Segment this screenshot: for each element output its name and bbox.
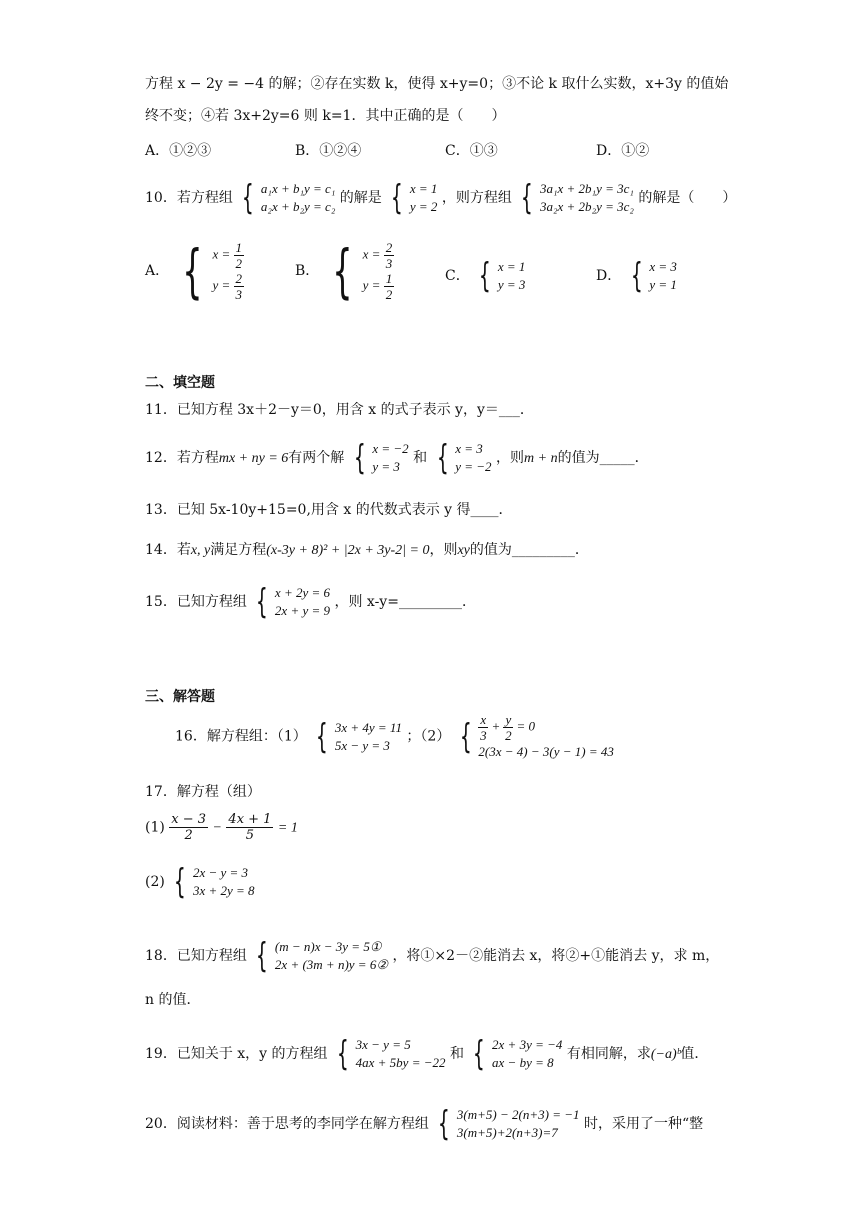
frac-num: x − 3 <box>171 812 207 827</box>
frac-num: y <box>505 712 512 727</box>
q9-option-b: B．①②④ <box>295 143 362 159</box>
q12-stem <box>145 440 649 476</box>
q10-option-c <box>445 258 525 294</box>
q16-prefix: 16．解方程组：（1） <box>175 728 307 745</box>
q16-system-2: { $\frac{x}{3}$ + $\frac{y}{2}$ = 0 2(3x − 4) − 3(y − 1) = 43 <box>459 712 614 759</box>
frac-num: 4x + 1 <box>228 812 272 827</box>
frac-num: 1 <box>235 240 243 255</box>
q14-expression: xy <box>457 543 470 558</box>
q10-stem <box>145 180 736 216</box>
q15-suffix: ，则 x-y=_________． <box>334 594 476 610</box>
q10-option-d-label: D． <box>596 268 622 284</box>
q16-system-1: { 3x + 4y = 11 5x − y = 3 <box>316 716 402 757</box>
q10-sys3-row1: 3a₁x + 2b₁y = 3c₁ <box>539 181 634 196</box>
q10-option-a-system: { x = $\frac{1}{2}$ y = $\frac{2}{3}$ <box>181 237 243 305</box>
q11-stem: 11．已知方程 3x＋2－y＝0，用含 x 的式子表示 y，y＝___． <box>145 402 534 418</box>
q14-mid: 满足方程 <box>210 542 267 558</box>
q10-option-b-row2: y = $\frac{1}{2}$ <box>362 271 393 302</box>
q19-suffix2: 值． <box>680 1046 709 1062</box>
frac-num: 2 <box>385 240 393 255</box>
q19-sys2-row2: ax − by = 8 <box>492 1055 554 1070</box>
q17-sys-row1: 2x − y = 3 <box>192 865 249 880</box>
q10-option-d <box>596 258 677 294</box>
q10-system-3: { 3a₁x + 2b₁y = 3c₁ 3a₂x + 2b₂y = 3c₂ <box>521 178 634 218</box>
q16-stem <box>175 712 614 761</box>
q20-stem <box>145 1106 703 1142</box>
frac-den: 2 <box>385 287 393 302</box>
frac-num: 2 <box>235 271 243 286</box>
q15-stem <box>145 584 476 620</box>
q17-system: { 2x − y = 3 3x + 2y = 8 <box>174 862 255 902</box>
q9-option-c: C．①③ <box>445 143 498 159</box>
q12-sys2-row2: y = −2 <box>455 459 492 474</box>
q10-mid1: 的解是 <box>339 190 382 206</box>
q10-option-c-row2: y = 3 <box>497 277 526 292</box>
q19-sys1-row1: 3x − y = 5 <box>355 1037 411 1052</box>
frac-den: 5 <box>245 828 255 843</box>
q20-suffix: 时，采用了一种“整 <box>583 1116 704 1132</box>
q10-sys1-row1: a₁x + b₁y = c₁ <box>260 181 336 196</box>
q10-suffix: 的解是（ ） <box>638 190 737 206</box>
q10-option-b <box>295 237 394 305</box>
q12-system-1: { x = −2 y = 3 <box>353 438 409 478</box>
q20-system: { 3(m+5) − 2(n+3) = −1 3(m+5)+2(n+3)=7 <box>438 1104 580 1144</box>
frac-num: 1 <box>385 271 393 286</box>
frac-den: 3 <box>480 728 487 743</box>
q10-sys1-row2: a₂x + b₂y = c₂ <box>260 199 336 214</box>
q17-part1 <box>145 812 298 843</box>
q14-mid2: ，则 <box>429 542 458 558</box>
q12-system-2: { x = 3 y = −2 <box>436 438 492 478</box>
q10-option-b-row1: x = $\frac{2}{3}$ <box>362 240 393 271</box>
q9-line1: 方程 x − 2y = −4 的解；②存在实数 k，使得 x+y=0；③不论 k 取什么实数，x+3y 的值始 <box>145 76 729 92</box>
q15-sys-row2: 2x + y = 9 <box>274 603 331 618</box>
q18-system: { (m − n)x − 3y = 5① 2x + (3m + n)y = 6② <box>256 936 388 976</box>
equals-zero: = 0 <box>516 718 536 734</box>
q19-mid: 和 <box>449 1046 464 1062</box>
q10-sys3-row2: 3a₂x + 2b₂y = 3c₂ <box>539 199 634 214</box>
q16-sys1-row1: 3x + 4y = 11 <box>334 719 402 735</box>
q15-system: { x + 2y = 6 2x + y = 9 <box>256 582 331 622</box>
q14-suffix: 的值为_________． <box>469 542 589 558</box>
equals-one: = 1 <box>277 820 298 836</box>
q10-sys2-row1: x = 1 <box>409 181 438 196</box>
frac-den: 2 <box>235 256 243 271</box>
q12-sys1-row1: x = −2 <box>372 441 409 456</box>
q19-prefix: 19．已知关于 x，y 的方程组 <box>145 1046 328 1062</box>
q17-part2 <box>145 864 255 900</box>
q19-sys2-row1: 2x + 3y = −4 <box>492 1037 563 1052</box>
q10-option-d-system: { x = 3 y = 1 <box>630 256 677 296</box>
q12-sys2-row1: x = 3 <box>455 441 483 456</box>
q12-equation: mx + ny = 6 <box>218 451 289 466</box>
minus-sign: − <box>212 820 222 836</box>
q10-option-a <box>145 237 244 305</box>
section-heading-fill-in: 二、填空题 <box>145 375 215 391</box>
q12-mid3: ，则 <box>496 450 525 466</box>
q18-sys-row2: 2x + (3m + n)y = 6② <box>274 957 388 972</box>
q10-option-d-row2: y = 1 <box>649 277 677 292</box>
frac-den: 2 <box>184 828 193 843</box>
q17-title: 17．解方程（组） <box>145 784 261 800</box>
q10-option-b-system: { x = $\frac{2}{3}$ y = $\frac{1}{2}$ <box>332 237 393 305</box>
q20-sys-row2: 3(m+5)+2(n+3)=7 <box>456 1125 558 1140</box>
q19-stem <box>145 1036 708 1072</box>
q12-suffix: 的值为_____． <box>557 450 649 466</box>
q10-option-d-row1: x = 3 <box>649 259 677 274</box>
q18-suffix: ，将①×2－②能消去 x，将②+①能消去 y，求 m， <box>392 948 720 964</box>
q10-option-a-row2: y = $\frac{2}{3}$ <box>212 271 243 302</box>
q12-sys1-row2: y = 3 <box>372 459 400 474</box>
q18-stem <box>145 938 719 974</box>
q10-mid2: ，则方程组 <box>441 190 512 206</box>
q12-prefix: 12．若方程 <box>145 450 219 466</box>
q12-expression: m + n <box>524 451 558 466</box>
plus-sign: + <box>491 718 501 734</box>
section-heading-solve: 三、解答题 <box>145 689 215 705</box>
q15-sys-row1: x + 2y = 6 <box>274 585 331 600</box>
q10-option-c-system: { x = 1 y = 3 <box>479 256 526 296</box>
q19-system-1: { 3x − y = 5 4ax + 5by = −22 <box>336 1034 446 1074</box>
q17-frac-b <box>226 812 273 843</box>
q14-equation: (x-3y + 8)² + |2x + 3y-2| = 0 <box>266 543 430 558</box>
q16-mid: ；（2） <box>406 728 451 745</box>
q19-sys1-row2: 4ax + 5by = −22 <box>355 1055 446 1070</box>
q15-prefix: 15．已知方程组 <box>145 594 247 610</box>
q17-frac-a <box>169 812 208 843</box>
q20-sys-row1: 3(m+5) − 2(n+3) = −1 <box>456 1107 580 1122</box>
q17-part1-label: (1) <box>145 819 165 836</box>
q17-part2-label: (2) <box>145 874 165 890</box>
q18-line2: n 的值． <box>145 992 201 1008</box>
q14-stem <box>145 540 589 561</box>
q16-sys2-row1 <box>478 712 613 743</box>
q20-prefix: 20．阅读材料：善于思考的李同学在解方程组 <box>145 1116 429 1132</box>
q19-system-2: { 2x + 3y = −4 ax − by = 8 <box>473 1034 563 1074</box>
q10-option-a-label: A． <box>145 263 170 279</box>
q10-option-c-row1: x = 1 <box>497 259 526 274</box>
q9-option-a: A．①②③ <box>145 143 212 159</box>
q10-option-c-label: C． <box>445 268 470 284</box>
q10-option-a-row1: x = $\frac{1}{2}$ <box>212 240 243 271</box>
q12-mid1: 有两个解 <box>288 450 345 466</box>
q14-vars: x, y <box>190 543 211 558</box>
q12-mid2: 和 <box>413 450 428 466</box>
q10-sys2-row2: y = 2 <box>409 199 438 214</box>
q10-system-1: { a₁x + b₁y = c₁ a₂x + b₂y = c₂ <box>242 178 336 218</box>
q14-prefix: 14．若 <box>145 542 191 558</box>
q19-suffix: 有相同解，求 <box>566 1046 651 1062</box>
q9-option-d: D．①② <box>596 143 650 159</box>
frac-den: 3 <box>235 287 243 302</box>
q18-sys-row1: (m − n)x − 3y = 5① <box>274 939 382 954</box>
q18-prefix: 18．已知方程组 <box>145 948 247 964</box>
q16-sys1-row2: 5x − y = 3 <box>334 737 390 753</box>
q16-sys2-row2: 2(3x − 4) − 3(y − 1) = 43 <box>478 744 614 759</box>
frac-den: 3 <box>385 256 393 271</box>
q10-option-b-label: B． <box>295 263 320 279</box>
q13-stem: 13．已知 5x-10y+15=0,用含 x 的代数式表示 y 得____． <box>145 502 513 518</box>
q17-sys-row2: 3x + 2y = 8 <box>192 883 255 898</box>
q19-expression: (−a)ᵇ <box>650 1047 681 1062</box>
q10-prefix: 10．若方程组 <box>145 190 233 206</box>
frac-den: 2 <box>505 728 512 743</box>
q10-system-2: { x = 1 y = 2 <box>391 178 438 218</box>
frac-num: x <box>480 712 487 727</box>
q9-line2: 终不变；④若 3x+2y=6 则 k=1．其中正确的是（ ） <box>145 108 506 124</box>
